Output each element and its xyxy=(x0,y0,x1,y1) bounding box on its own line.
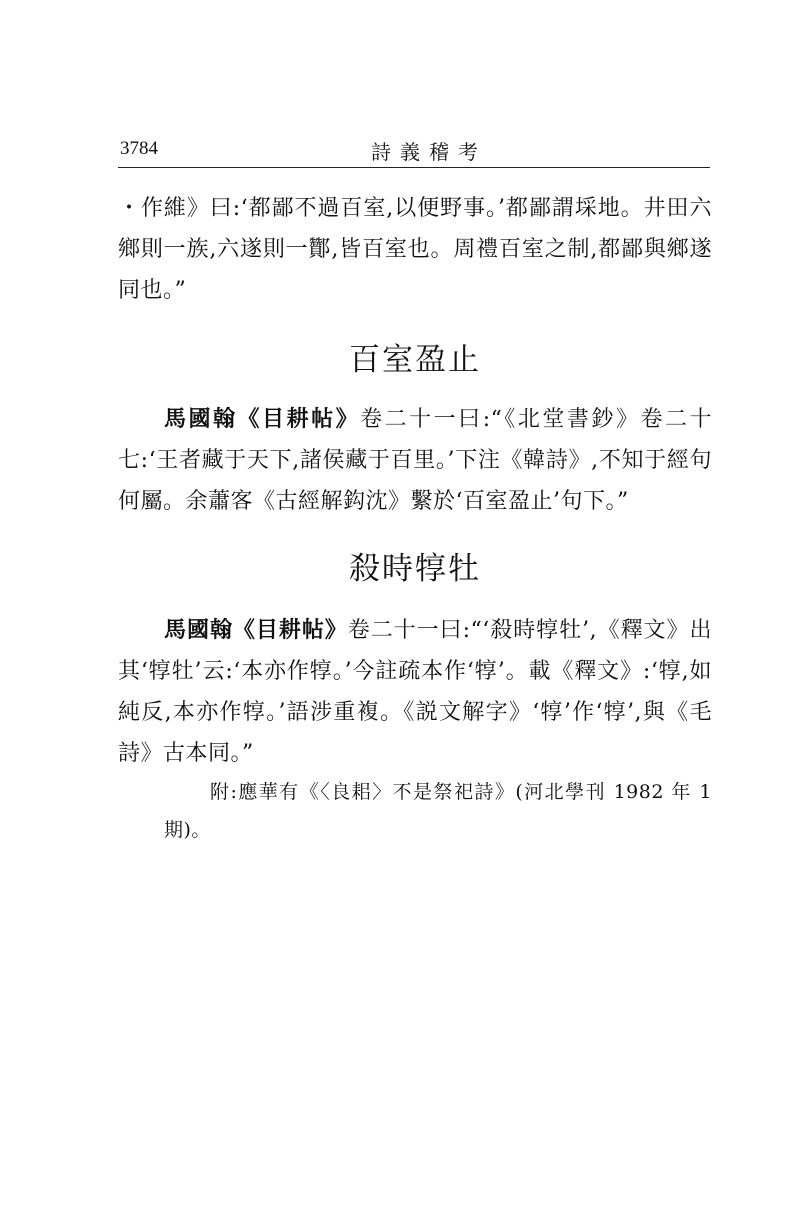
paragraph-text: 卷二十一曰:“‘殺時犉牡’,《釋文》出其‘犉牡’云:‘本亦作犉。’今註疏本作‘犉’。載《釋文》:‘犉,如純反,本亦作犉。’語涉重複。《説文解字》‘犉’作‘犉’,與《毛詩》古本同。” xyxy=(118,618,712,766)
page-header xyxy=(118,134,710,168)
section-title-sha-shi-chun-mu: 殺時犉牡 xyxy=(349,551,481,587)
cited-author: 馬國翰《目耕帖》 xyxy=(164,407,361,432)
paragraph-bai-shi xyxy=(118,399,712,522)
header-rule xyxy=(118,167,710,168)
page-number: 3784 xyxy=(120,138,158,159)
section-title-bai-shi-ying-zhi: 百室盈止 xyxy=(349,342,481,378)
running-title: 詩義稽考 xyxy=(371,140,487,164)
paragraph-sha-shi xyxy=(118,610,712,774)
appendix-note: 附:應華有《〈良耜〉不是祭祀詩》(河北學刊 1982 年 1 期)。 xyxy=(164,781,712,841)
paragraph-text: 卷二十一曰:“《北堂書鈔》卷二十七:‘王者藏于天下,諸侯藏于百里。’下注《韓詩》,不知于經句何屬。余蕭客《古經解鈎沈》繫於‘百室盈止’句下。” xyxy=(118,407,712,514)
cited-author: 馬國翰《目耕帖》 xyxy=(164,618,348,643)
continued-paragraph: ・作維》曰:‘都鄙不過百室,以便野事。’都鄙謂埰地。井田六鄉則一族,六遂則一酇,皆百室也。周禮百室之制,都鄙與鄉遂同也。” xyxy=(118,196,712,303)
